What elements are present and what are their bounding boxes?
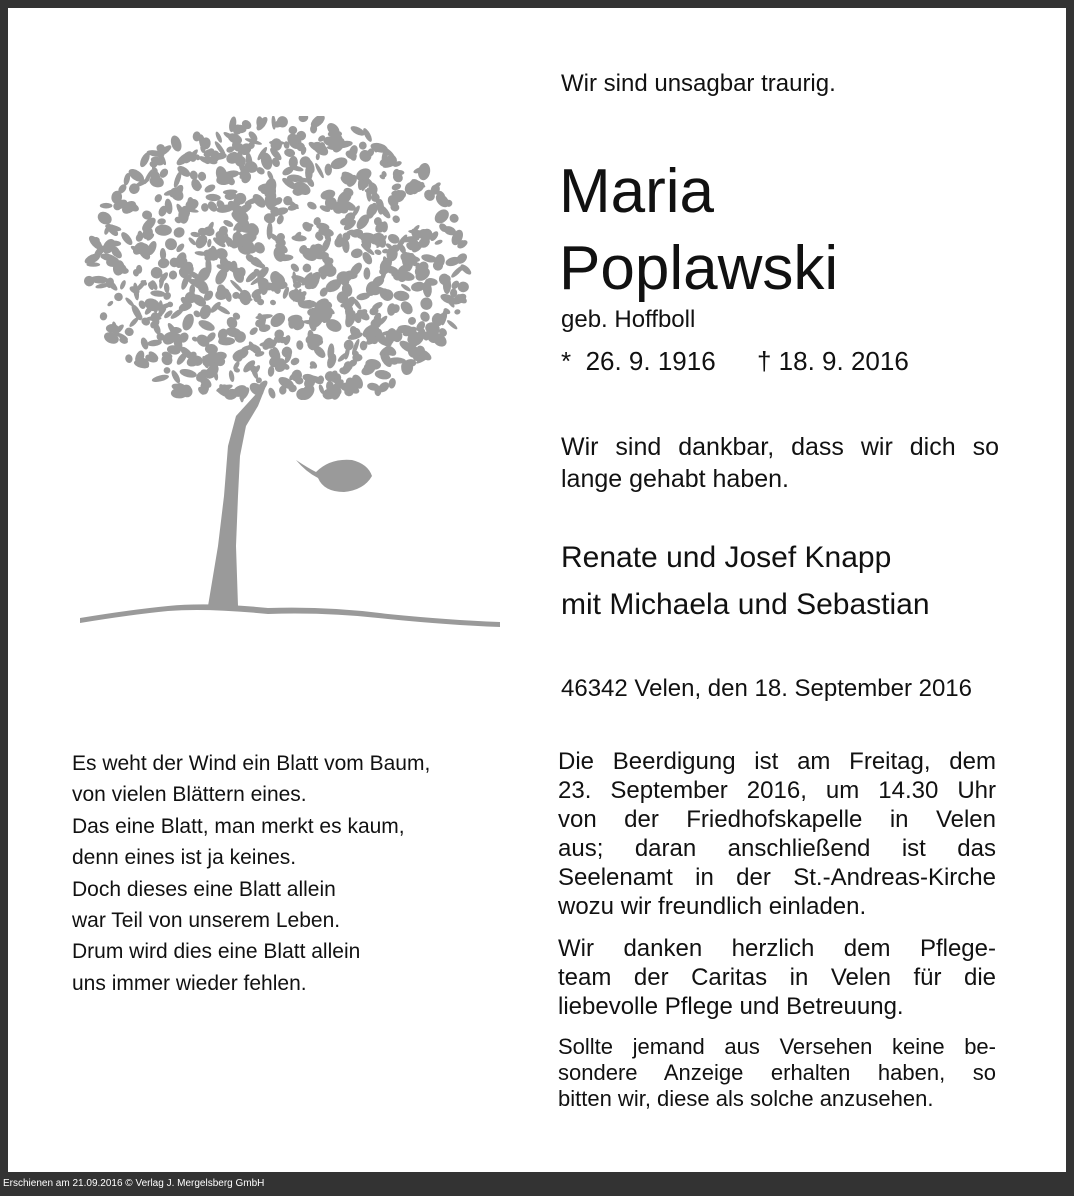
care-thanks	[558, 934, 996, 1021]
leaf-blob	[268, 310, 288, 330]
leaf-blob	[100, 203, 113, 209]
leaf-blob	[325, 352, 338, 369]
leaf-blob	[363, 267, 370, 279]
leaf-blob	[172, 226, 186, 240]
leaf-blob	[203, 183, 216, 194]
leaf-blob	[267, 387, 277, 400]
poem-line: Doch dieses eine Blatt allein	[72, 877, 336, 901]
notice-line: Sollte jemand aus Versehen keine be-	[558, 1034, 996, 1059]
leaf-blob	[197, 318, 216, 333]
publication-footer: Erschienen am 21.09.2016 © Verlag J. Mergelsberg GmbH	[3, 1178, 265, 1189]
leaf-blob	[296, 340, 304, 350]
leaf-blob	[119, 279, 127, 290]
tree-icon	[68, 116, 508, 636]
leaf-blob	[434, 239, 443, 246]
leaf-blob	[374, 248, 383, 255]
deceased-first-name: Maria	[559, 157, 715, 226]
leaf-blob	[179, 367, 198, 379]
leaf-blob	[306, 200, 318, 211]
thanks-text	[561, 431, 999, 495]
family-line: Renate und Josef Knapp	[561, 541, 892, 574]
funeral-line: Seelenamt in der St.-Andreas-Kirche	[558, 864, 996, 891]
leaf-blob	[301, 262, 312, 273]
leaf-blob	[350, 247, 364, 259]
thanks-line: Wir sind dankbar, dass wir dich so	[561, 433, 999, 461]
leaf-blob	[267, 365, 275, 377]
place-date: 46342 Velen, den 18. September 2016	[561, 675, 972, 702]
leaf-blob	[391, 182, 402, 191]
leaf-blob	[393, 290, 410, 302]
leaf-blob	[391, 214, 402, 225]
leaf-blob	[308, 360, 318, 370]
poem	[72, 748, 430, 999]
leaf-blob	[288, 125, 298, 135]
leaf-blob	[128, 316, 140, 328]
leaf-blob	[446, 319, 459, 331]
ground-line	[80, 604, 500, 627]
obituary-notice	[8, 8, 1066, 1172]
leaf-blob	[164, 367, 171, 374]
birth-date: * 26. 9. 1916	[561, 346, 716, 376]
leaf-blob	[180, 312, 196, 332]
leaf-blob	[269, 299, 276, 306]
leaf-blob	[119, 230, 134, 246]
leaf-blob	[448, 212, 460, 224]
leaf-blob	[329, 155, 349, 171]
falling-leaf-icon	[296, 460, 372, 492]
poem-line: Es weht der Wind ein Blatt vom Baum,	[72, 752, 431, 775]
leaf-blob	[305, 164, 313, 181]
funeral-line: wozu wir freundlich einladen.	[558, 893, 867, 920]
leaf-blob	[457, 281, 469, 292]
leaf-blob	[106, 300, 114, 307]
leaf-blob	[160, 353, 175, 367]
leaf-blob	[289, 262, 300, 273]
funeral-line: 23. September 2016, um 14.30 Uhr	[558, 777, 996, 804]
poem-line: uns immer wieder fehlen.	[72, 971, 307, 995]
leaf-blob	[207, 239, 212, 248]
funeral-line: von der Friedhofskapelle in Velen	[558, 806, 996, 833]
leaf-blob	[197, 171, 207, 182]
care-line: team der Caritas in Velen für die	[558, 964, 996, 991]
notice-text	[558, 1034, 996, 1112]
leaf-blob	[124, 354, 133, 364]
leaf-blob	[398, 299, 415, 317]
leaf-blob	[314, 162, 326, 179]
leaf-blob	[157, 218, 166, 225]
leaf-blob	[454, 309, 461, 316]
leaf-blob	[248, 326, 259, 337]
leaf-blob	[228, 370, 235, 383]
life-dates	[561, 346, 909, 377]
notice-line: bitten wir, diese als solche anzusehen.	[558, 1086, 934, 1111]
leaf-blob	[201, 203, 209, 212]
leaf-blob	[114, 293, 123, 302]
notice-line: sondere Anzeige erhalten haben, so	[558, 1060, 996, 1085]
birth-name: geb. Hoffboll	[561, 306, 696, 333]
funeral-line: Die Beerdigung ist am Freitag, dem	[558, 748, 996, 775]
leaf-blob	[297, 116, 309, 123]
poem-line: von vielen Blättern eines.	[72, 783, 307, 807]
leaf-blob	[99, 312, 108, 321]
leaf-blob	[155, 224, 172, 235]
leaf-blob	[450, 265, 464, 279]
leaf-blob	[151, 373, 170, 383]
funeral-line: aus; daran anschließend ist das	[558, 835, 996, 862]
leaf-blob	[419, 296, 433, 311]
death-date: † 18. 9. 2016	[757, 346, 909, 376]
tree-crown	[82, 116, 473, 403]
leaf-blob	[289, 356, 300, 366]
leaf-blob	[406, 315, 417, 326]
leaf-blob	[443, 276, 451, 294]
leaf-blob	[124, 296, 135, 307]
poem-line: denn eines ist ja keines.	[72, 846, 297, 870]
leaf-blob	[169, 134, 183, 153]
leaf-blob	[358, 141, 367, 150]
thanks-line: lange gehabt haben.	[561, 465, 789, 493]
leaf-blob	[388, 377, 397, 389]
leaf-blob	[163, 282, 169, 293]
poem-line: Das eine Blatt, man merkt es kaum,	[72, 814, 405, 838]
leaf-blob	[153, 193, 163, 204]
family-line: mit Michaela und Sebastian	[561, 588, 930, 621]
leaf-blob	[432, 207, 452, 227]
leaf-blob	[124, 327, 135, 337]
care-line: liebevolle Pflege und Betreuung.	[558, 993, 904, 1020]
intro-text: Wir sind unsagbar traurig.	[561, 70, 836, 97]
poem-line: war Teil von unserem Leben.	[72, 909, 341, 933]
leaf-blob	[157, 257, 170, 269]
tree-trunk	[208, 386, 266, 606]
care-line: Wir danken herzlich dem Pflege-	[558, 935, 996, 962]
leaf-blob	[374, 369, 392, 381]
leaf-blob	[418, 310, 431, 324]
deceased-last-name: Poplawski	[559, 234, 839, 303]
leaf-blob	[168, 270, 178, 281]
leaf-blob	[82, 274, 96, 289]
leaf-blob	[310, 244, 317, 254]
poem-line: Drum wird dies eine Blatt allein	[72, 940, 361, 964]
leaf-blob	[271, 116, 276, 130]
funeral-info	[558, 747, 996, 921]
